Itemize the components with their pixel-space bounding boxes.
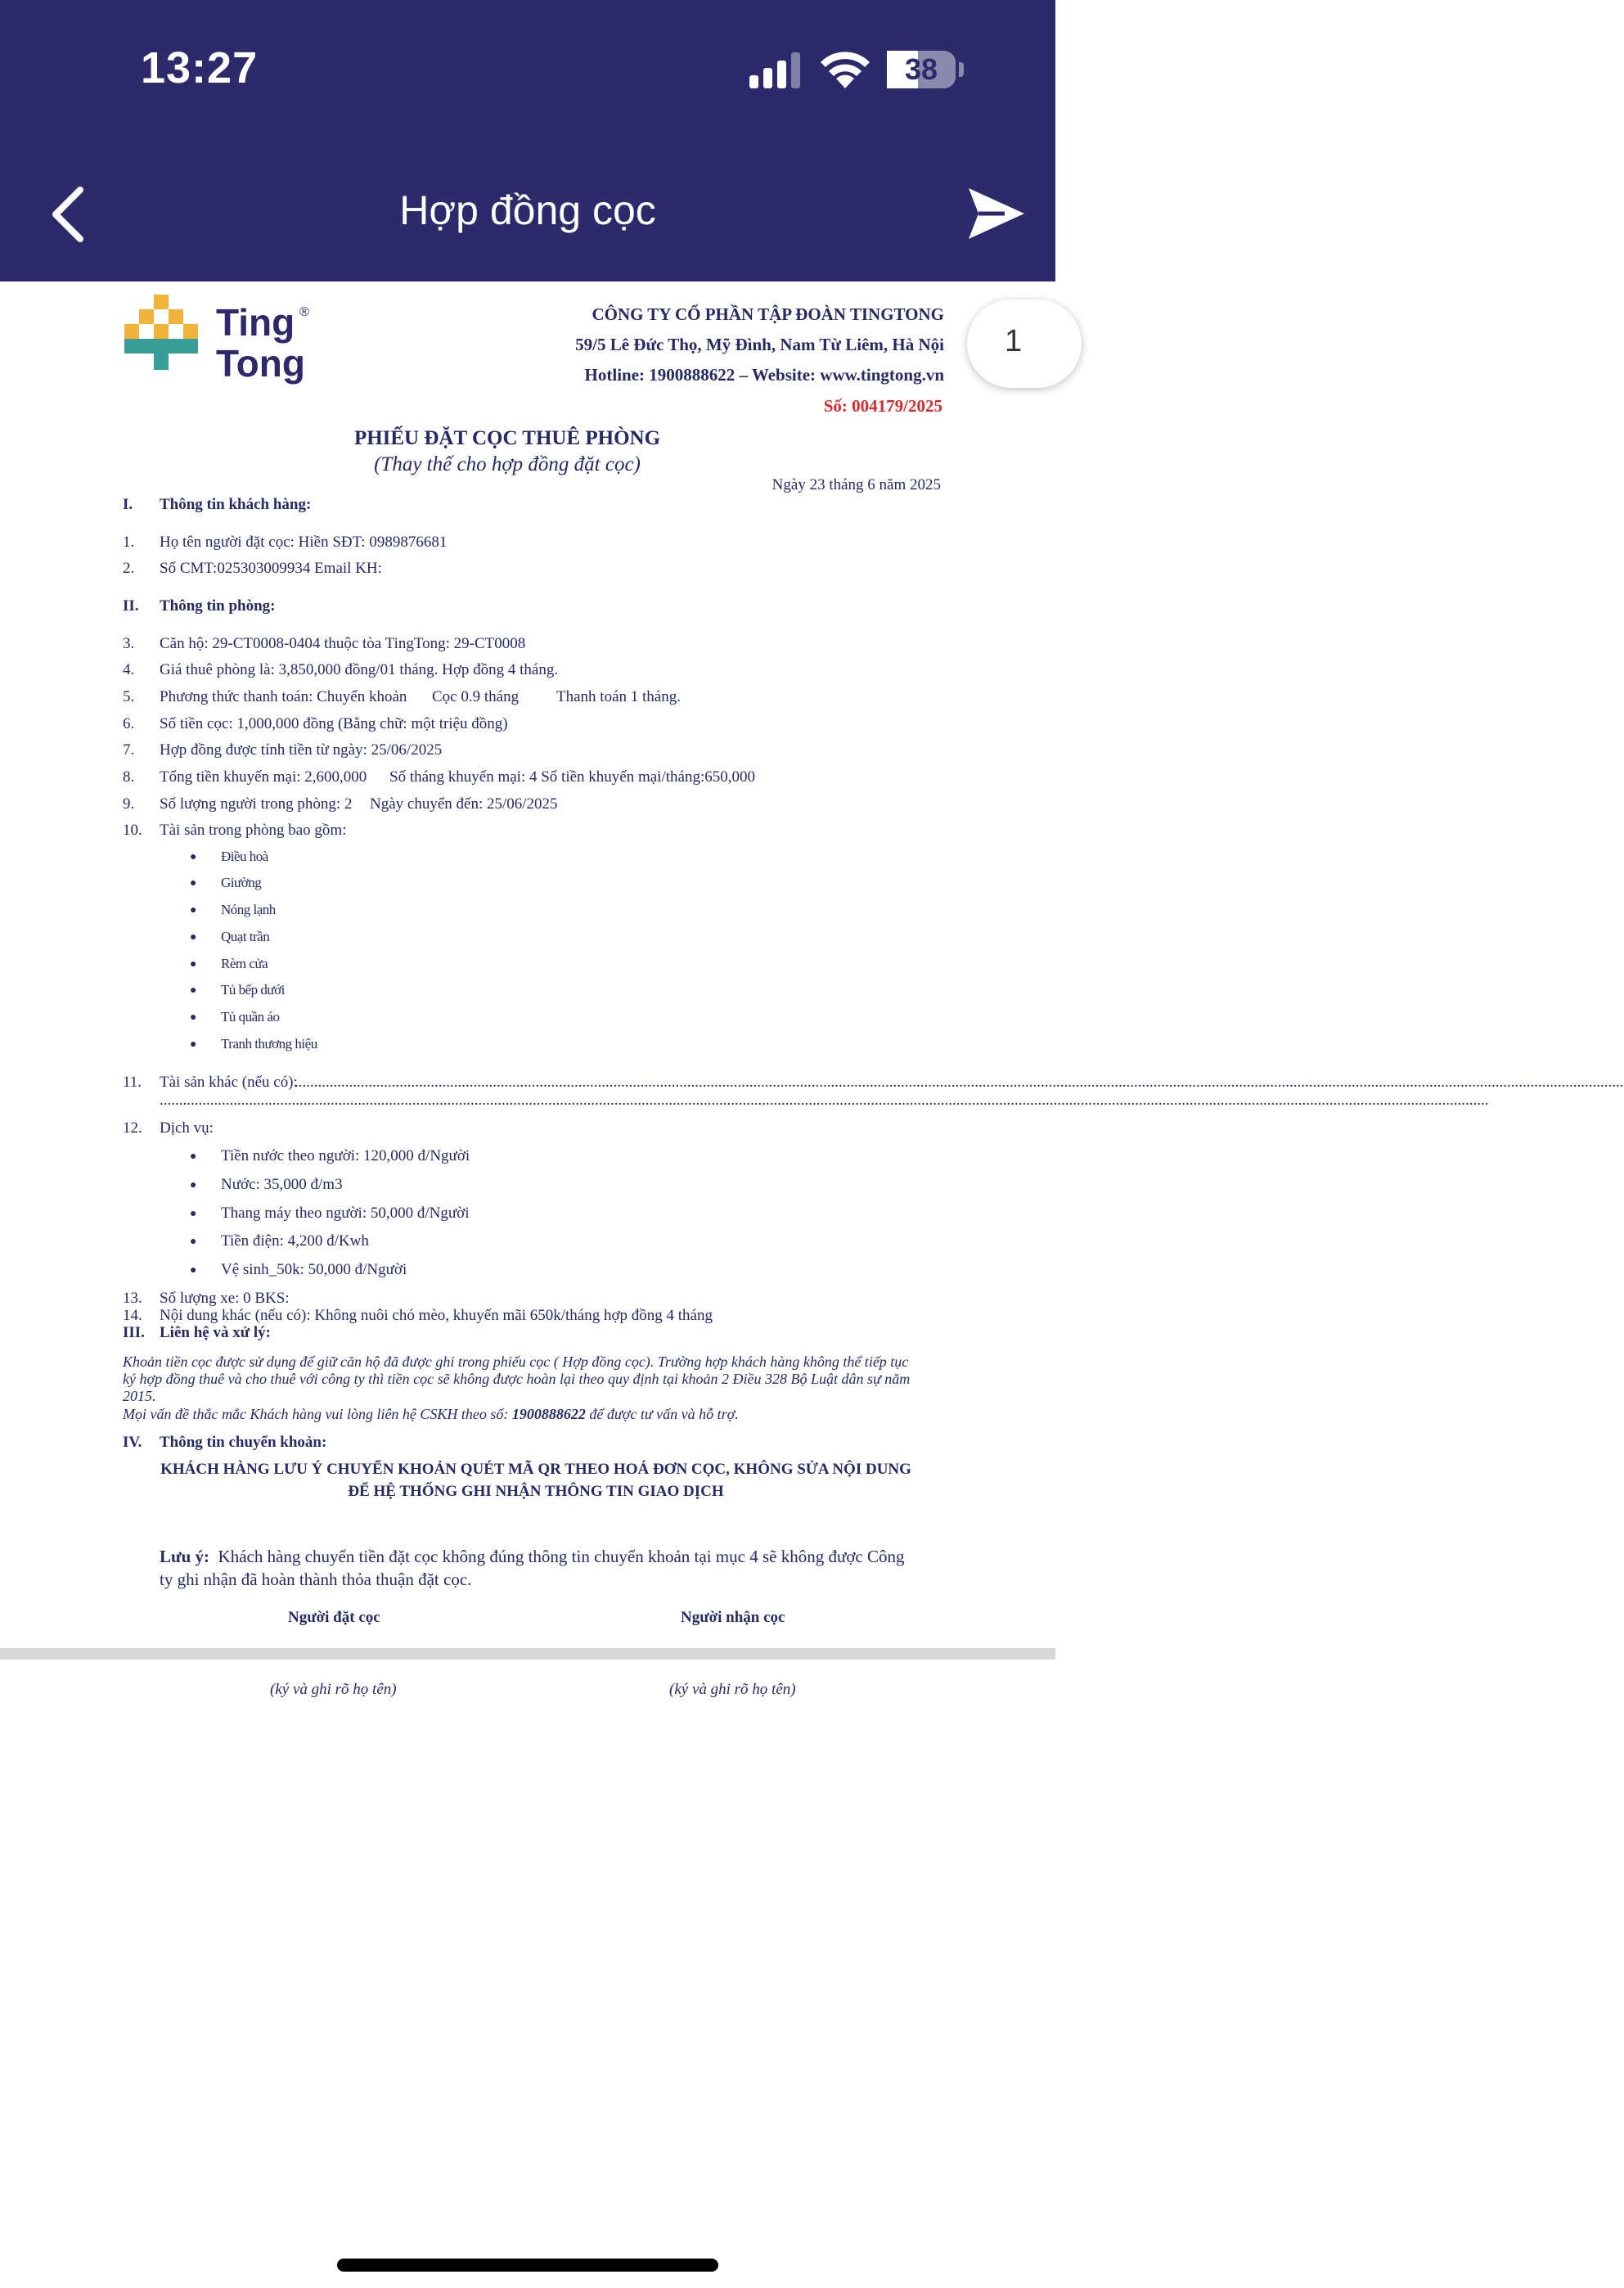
item-number: 2. <box>123 560 135 577</box>
section-heading: Thông tin khách hàng: <box>160 496 312 513</box>
asset-item: Tủ bếp dưới <box>221 982 285 998</box>
page-separator <box>0 1648 1055 1660</box>
move-in-date: Ngày chuyển đến: 25/06/2025 <box>370 795 558 813</box>
other-notes: Nội dung khác (nếu có): Không nuôi chó mèo, khuyến mãi 650k/tháng hợp đồng 4 tháng <box>160 1307 713 1324</box>
assets-heading: Tài sản trong phòng bao gồm: <box>160 822 347 839</box>
cellular-signal-icon <box>749 52 802 88</box>
wifi-icon <box>818 49 872 90</box>
item-number: 6. <box>123 715 135 732</box>
service-item: Tiền nước theo người: 120,000 đ/Người <box>221 1147 470 1164</box>
occupants-count: Số lượng người trong phòng: 2 <box>160 795 353 813</box>
support-contact: Mọi vấn đề thắc mắc Khách hàng vui lòng liên hệ CSKH theo số: 1900888622 để được tư vấn và hỗ trợ. <box>123 1406 739 1422</box>
payment-months: Thanh toán 1 tháng. <box>556 688 681 705</box>
document-subtitle: (Thay thế cho hợp đồng đặt cọc) <box>374 453 641 475</box>
status-time: 13:27 <box>141 43 259 92</box>
payment-method: Phương thức thanh toán: Chuyển khoản <box>160 688 407 705</box>
company-address: 59/5 Lê Đức Thọ, Mỹ Đình, Nam Từ Liêm, Hà Nội <box>575 335 944 354</box>
item-number: 12. <box>123 1119 142 1137</box>
item-number: 8. <box>123 768 135 786</box>
section-number: I. <box>123 496 133 513</box>
page-title: Hợp đồng cọc <box>399 187 656 233</box>
item-number: 7. <box>123 741 135 759</box>
depositor-sign-hint: (ký và ghi rõ họ tên) <box>270 1681 397 1698</box>
logo-registered-mark: ® <box>299 305 309 319</box>
deposit-amount: Số tiền cọc: 1,000,000 đồng (Bằng chữ: một triệu đồng) <box>160 715 508 732</box>
battery-icon <box>887 51 956 88</box>
document-title: PHIẾU ĐẶT CỌC THUÊ PHÒNG <box>353 427 661 449</box>
service-item: Nước: 35,000 đ/m3 <box>221 1176 343 1193</box>
item-number: 14. <box>123 1307 142 1324</box>
other-assets-label: Tài sản khác (nếu có): <box>160 1074 298 1091</box>
item-number: 1. <box>123 534 135 551</box>
other-assets-dots: ...................................................................................................................................................................................................................................................................................................................................................... <box>160 1092 1489 1109</box>
section-heading: Liên hệ và xử lý: <box>160 1324 271 1341</box>
company-name: CÔNG TY CỔ PHẦN TẬP ĐOÀN TINGTONG <box>592 304 944 324</box>
section-heading: Thông tin chuyển khoản: <box>160 1434 327 1451</box>
customer-id-email: Số CMT:025303009934 Email KH: <box>160 560 382 577</box>
service-item: Vệ sinh_50k: 50,000 đ/Người <box>221 1261 407 1278</box>
section-heading: Thông tin phòng: <box>160 597 276 615</box>
contract-start-date: Hợp đồng được tính tiền từ ngày: 25/06/2025 <box>160 741 443 759</box>
apartment-info: Căn hộ: 29-CT0008-0404 thuộc tòa TingTong: 29-CT0008 <box>160 635 526 652</box>
service-item: Thang máy theo người: 50,000 đ/Người <box>221 1205 470 1222</box>
promotion-months: Số tháng khuyến mại: 4 Số tiền khuyến mại/tháng:650,000 <box>389 768 755 786</box>
home-indicator[interactable] <box>337 2259 718 2272</box>
send-icon[interactable] <box>967 187 1026 241</box>
other-assets-dots: ...................................................................................................................................................................................................................................................................................................................................................... <box>295 1074 1624 1091</box>
depositor-label: Người đặt cọc <box>288 1609 380 1626</box>
services-heading: Dịch vụ: <box>160 1119 214 1137</box>
item-number: 5. <box>123 688 135 705</box>
page-number: 1 <box>1005 324 1023 358</box>
tingtong-logo <box>118 295 322 386</box>
company-header <box>575 300 944 390</box>
top-bar <box>0 0 1055 281</box>
receiver-label: Người nhận cọc <box>681 1609 785 1626</box>
receiver-sign-hint: (ký và ghi rõ họ tên) <box>669 1681 796 1698</box>
company-contact: Hotline: 1900888622 – Website: www.tingtong.vn <box>584 365 944 385</box>
asset-item: Giường <box>221 875 262 890</box>
service-item: Tiền điện: 4,200 đ/Kwh <box>221 1232 369 1250</box>
battery-percent: 38 <box>904 52 938 86</box>
page-number-badge <box>967 300 1082 388</box>
section-number: III. <box>123 1324 145 1341</box>
deposit-note: Lưu ý: Khách hàng chuyển tiền đặt cọc không đúng thông tin chuyển khoản tại mục 4 sẽ không được Công ty ghi nhận đã hoàn thành thỏa thuận đặt cọc. <box>160 1547 905 1589</box>
deposit-months: Cọc 0.9 tháng <box>432 688 520 705</box>
item-number: 4. <box>123 661 135 678</box>
transfer-instruction: KHÁCH HÀNG LƯU Ý CHUYỂN KHOẢN QUÉT MÃ QR THEO HOÁ ĐƠN CỌC, KHÔNG SỬA NỘI DUNG ĐỂ HỆ THỐNG GHI NHẬN THÔNG TIN GIAO DỊCH <box>160 1461 911 1500</box>
item-number: 3. <box>123 635 135 652</box>
item-number: 13. <box>123 1290 142 1307</box>
note-label: Lưu ý: <box>160 1547 210 1566</box>
support-phone: 1900888622 <box>511 1406 586 1422</box>
asset-item: Tranh thương hiệu <box>221 1036 317 1052</box>
customer-name-phone: Họ tên người đặt cọc: Hiền SĐT: 0989876681 <box>160 534 448 551</box>
rent-price: Giá thuê phòng là: 3,850,000 đồng/01 tháng. Hợp đồng 4 tháng. <box>160 661 559 678</box>
document-number: Số: 004179/2025 <box>823 396 942 416</box>
logo-text-ting: Ting <box>216 301 295 344</box>
item-number: 10. <box>123 822 142 839</box>
asset-item: Rèm cửa <box>221 956 268 971</box>
promotion-total: Tổng tiền khuyến mại: 2,600,000 <box>160 768 367 786</box>
asset-item: Điều hoà <box>221 849 268 864</box>
asset-item: Tủ quần áo <box>221 1009 280 1025</box>
section-number: IV. <box>123 1434 142 1451</box>
document-date: Ngày 23 tháng 6 năm 2025 <box>772 476 941 493</box>
logo-text-tong: Tong <box>216 342 305 385</box>
item-number: 9. <box>123 795 135 813</box>
vehicle-count: Số lượng xe: 0 BKS: <box>160 1290 290 1307</box>
asset-item: Quạt trần <box>221 929 270 944</box>
asset-item: Nóng lạnh <box>221 902 276 917</box>
deposit-policy: Khoản tiền cọc được sử dụng để giữ căn hộ đã được ghi trong phiếu cọc ( Hợp đồng cọc). Trường hợp khách hàng không thể tiếp tục ký hợp đồng thuê và cho thuê với công ty thì tiền cọc sẽ không được hoàn lại theo quy định tại khoản 2 Điều 328 Bộ Luật dân sự năm 2015. <box>123 1353 911 1404</box>
item-number: 11. <box>123 1074 142 1091</box>
section-number: II. <box>123 597 139 615</box>
